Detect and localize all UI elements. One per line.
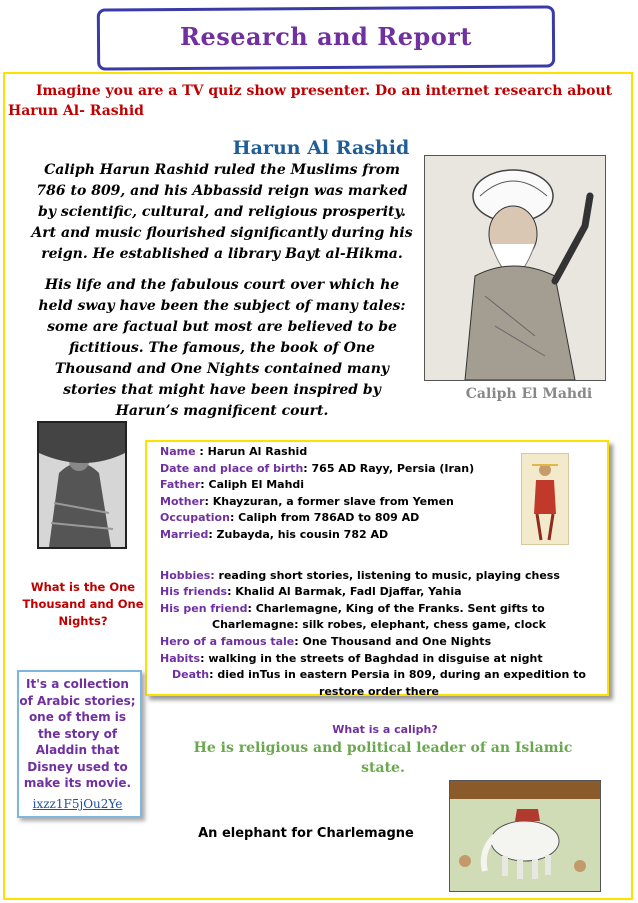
- nights-answer: It's a collection of Arabic stories; one of them is the story of Aladdin that Disney used to make its movie.: [19, 677, 136, 790]
- info-married: Married: Zubayda, his cousin 782 AD: [160, 527, 389, 541]
- subject-title: Harun Al Rashid: [232, 137, 410, 159]
- intro-text: [30, 160, 414, 432]
- elephant-image: [449, 780, 601, 892]
- page-title: Research and Report: [180, 22, 472, 51]
- arabian-nights-image: [37, 421, 127, 549]
- info-death-cont: restore order there: [319, 684, 439, 698]
- info-friends: His friends: Khalid Al Barmak, Fadl Djaffar, Yahia: [160, 585, 462, 599]
- assignment-prompt: Imagine you are a TV quiz show presenter. Do an internet research about Harun Al- Rashid: [8, 83, 613, 119]
- caliph-answer: He is religious and political leader of an Islamic state.: [193, 740, 573, 776]
- intro-paragraph-2: His life and the fabulous court over which he held sway have been the subject of many tales: some are factual but most are believed to be fictitious. The famous, the book of One Thousand and One Nights contained many stories that might have been inspired by Harun’s magnificent court.: [38, 277, 406, 419]
- info-birth: Date and place of birth: 765 AD Rayy, Persia (Iran): [160, 461, 475, 475]
- intro-paragraph-1: Caliph Harun Rashid ruled the Muslims from 786 to 809, and his Abbassid reign was marked by scientific, cultural, and religious prosperity. Art and music flourished significantly during his reign. He established a library Bayt al-Hikma.: [31, 162, 413, 262]
- source-link[interactable]: ixzz1F5jOu2Ye: [32, 797, 123, 811]
- elephant-caption: An elephant for Charlemagne: [198, 826, 414, 841]
- info-death: Death: died inTus in eastern Persia in 809, during an expedition to: [172, 668, 586, 682]
- caliph-question: What is a caliph?: [332, 723, 438, 736]
- info-occupation: Occupation: Caliph from 786AD to 809 AD: [160, 511, 420, 525]
- nights-question: What is the One Thousand and One Nights?: [22, 580, 144, 628]
- info-habits: Habits: walking in the streets of Baghdad in disguise at night: [160, 651, 543, 665]
- info-hero: Hero of a famous tale: One Thousand and One Nights: [160, 634, 492, 648]
- info-penfriend: His pen friend: Charlemagne, King of the Franks. Sent gifts to: [160, 601, 545, 615]
- info-penfriend-gifts: Charlemagne: silk robes, elephant, chess game, clock: [212, 618, 546, 632]
- portrait-caption: Caliph El Mahdi: [465, 386, 593, 402]
- info-hobbies: Hobbies: reading short stories, listening to music, playing chess: [160, 568, 560, 582]
- profile-details: [160, 444, 598, 700]
- info-father: Father: Caliph El Mahdi: [160, 478, 305, 492]
- info-mother: Mother: Khayzuran, a former slave from Yemen: [160, 494, 454, 508]
- info-name: Name : Harun Al Rashid: [160, 445, 308, 458]
- caliph-portrait-image: [424, 155, 606, 381]
